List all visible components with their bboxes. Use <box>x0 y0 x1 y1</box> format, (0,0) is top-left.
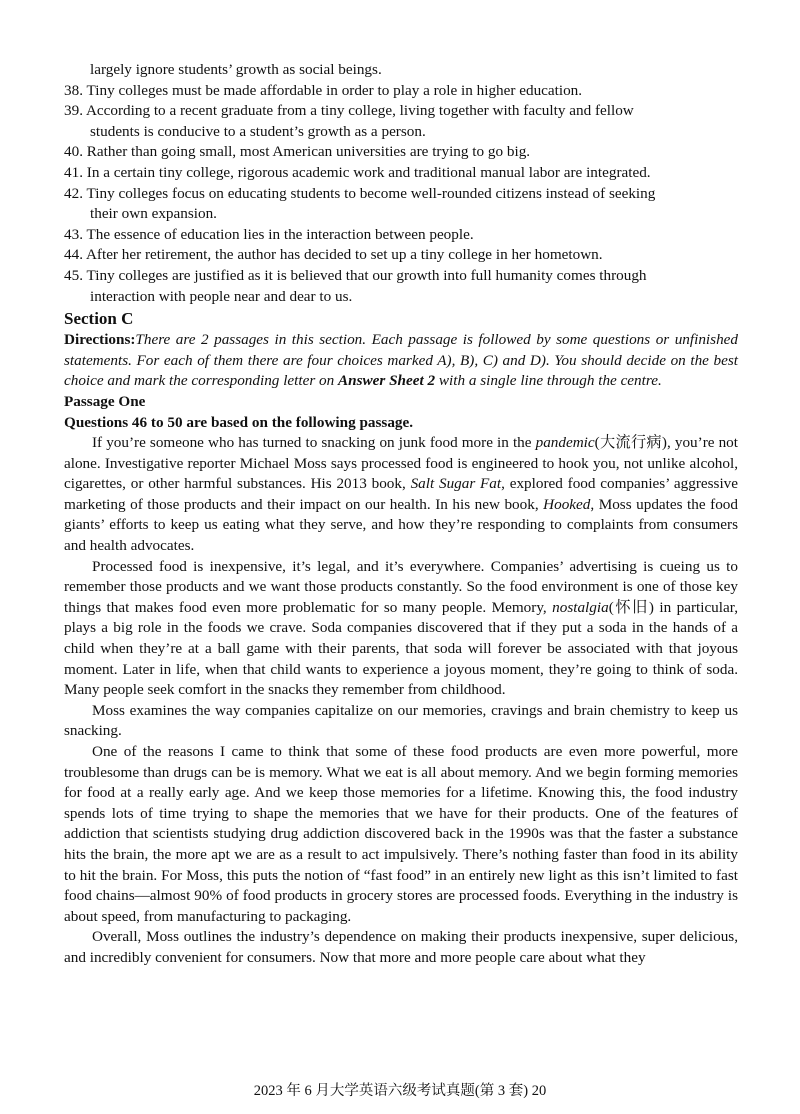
passage-paragraph-2: Processed food is inexpensive, it’s legal, and it’s everywhere. Companies’ advertising is cueing us to remember those products and we want those products constantly. So the food environment is one of those key things that makes food even more problematic for so many people. Memory, nostalgia(怀旧) in particular, plays a big role in the foods we crave. Soda companies discovered that if they put a soda in the hands of a child when they’re at a ball game with their parents, that soda will forever be associated with that joyous moment. Later in life, when that child wants to experience a joyous moment, they’re going to think of soda. Many people seek comfort in the snacks they remember from childhood. <box>64 557 738 699</box>
question-37-continuation: largely ignore students’ growth as social beings. <box>90 61 382 78</box>
question-41: 41. In a certain tiny college, rigorous academic work and traditional manual labor are integrated. <box>64 163 651 181</box>
passage-label: Passage One <box>64 392 146 410</box>
question-42: 42. Tiny colleges focus on educating students to become well-rounded citizens instead of seeking their own expansion. <box>64 184 656 223</box>
question-39: 39. According to a recent graduate from a tiny college, living together with faculty and fellow students is conducive to a student’s growth as a person. <box>64 102 634 140</box>
question-44: 44. After her retirement, the author has decided to set up a tiny college in her hometown. <box>64 246 603 264</box>
directions-label: Directions: <box>64 331 136 349</box>
answer-sheet-reference: Answer Sheet 2 <box>338 372 436 390</box>
question-45: 45. Tiny colleges are justified as it is believed that our growth into full humanity comes through interaction with people near and dear to us. <box>64 266 647 305</box>
section-c-title: Section C <box>64 309 134 329</box>
question-38: 38. Tiny colleges must be made affordable in order to play a role in higher education. <box>64 81 583 99</box>
passage-paragraph-5: Overall, Moss outlines the industry’s dependence on making their products inexpensive, super delicious, and incredibly convenient for consumers. Now that more and more people care about what they <box>64 928 738 966</box>
book-title-salt-sugar-fat: Salt Sugar Fat <box>410 475 502 493</box>
question-40: 40. Rather than going small, most American universities are trying to go big. <box>64 143 531 161</box>
passage-paragraph-4: One of the reasons I came to think that some of these food products are even more powerful, more troublesome than drugs can be is memory. What we eat is all about memory. And we begin forming memories for food at a really early age. And we keep those memories for a lifetime. Knowing this, the food industry spends lots of time trying to shape the memories that we have for their products. One of the features of addiction that scientists studying drug addiction discovered back in the 1990s was that the faster a substance hits the brain, the more apt we are as a result to act impulsively. There’s nothing faster than food in its ability to hit the brain. For Moss, this puts the notion of “fast food” in an entirely new light as this isn’t limited to fast food chains—almost 90% of food products in grocery stores are processed foods. Everything in the industry is about speed, from manufacturing to packaging. <box>64 743 738 925</box>
page-content <box>64 60 738 969</box>
passage-paragraph-3: Moss examines the way companies capitalize on our memories, cravings and brain chemistry to keep us snacking. <box>64 701 738 740</box>
directions: Directions:There are 2 passages in this section. Each passage is followed by some questions or unfinished statements. For each of them there are four choices marked A), B), C) and D). You should decide on the best choice and mark the corresponding letter on Answer Sheet 2 with a single line through the centre. <box>64 331 738 390</box>
questions-label: Questions 46 to 50 are based on the following passage. <box>64 413 414 431</box>
passage-paragraph-1: If you’re someone who has turned to snacking on junk food more in the pandemic(大流行病), you’re not alone. Investigative reporter Michael Moss says processed food is engineered to hook you, not unlike alcohol, cigarettes, or other harmful substances. His 2013 book, Salt Sugar Fat, explored food companies’ aggressive marketing of those products and their impact on our health. In his new book, Hooked, Moss updates the food giants’ efforts to keep us eating what they serve, and how they’re responding to complaints from consumers and health advocates. <box>64 434 739 555</box>
book-title-hooked: Hooked <box>543 495 591 513</box>
question-43: 43. The essence of education lies in the interaction between people. <box>64 225 474 243</box>
page-footer: 2023 年 6 月大学英语六级考试真题(第 3 套) 20 <box>253 1083 547 1099</box>
